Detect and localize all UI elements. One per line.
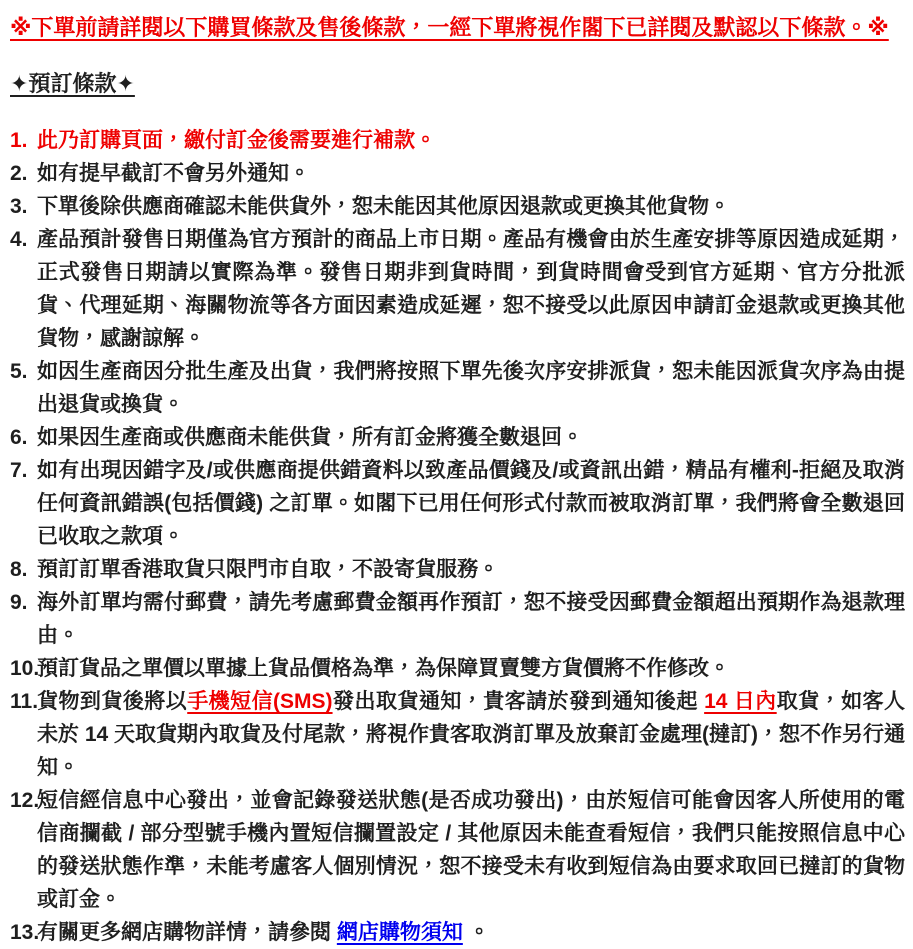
term-text-segment: 如有出現因錯字及/或供應商提供錯資料以致產品價錢及/或資訊出錯，精品有權利-拒絕及取消任何資訊錯誤(包括價錢) 之訂單。如閣下已用任何形式付款而被取消訂單，我們將會全數退回已收取之款項。 bbox=[37, 459, 905, 548]
term-item-1 bbox=[10, 124, 905, 157]
term-number: 10. bbox=[10, 657, 40, 680]
term-text bbox=[37, 690, 905, 779]
term-item-10 bbox=[10, 652, 905, 685]
term-item-9 bbox=[10, 586, 905, 652]
term-text-segment: 預訂貨品之單價以單據上貨品價格為準，為保障買賣雙方貨價將不作修改。 bbox=[37, 657, 730, 680]
term-text-segment: 海外訂單均需付郵費，請先考慮郵費金額再作預訂，恕不接受因郵費金額超出預期作為退款理由。 bbox=[37, 591, 905, 647]
term-number: 5. bbox=[10, 360, 28, 383]
term-text bbox=[37, 789, 905, 911]
term-number: 12. bbox=[10, 789, 40, 812]
term-text bbox=[37, 162, 310, 185]
term-text-segment: 如因生產商因分批生產及出貨，我們將按照下單先後次序安排派貨，恕未能因派貨次序為由提出退貨或換貨。 bbox=[37, 360, 905, 416]
term-text-segment: 取貨，如客人未於 14 天取貨期內取貨及付尾款，將視作貴客取消訂單及放棄訂金處理(撻訂)，恕不作另行通知。 bbox=[37, 690, 906, 779]
term-text bbox=[37, 591, 905, 647]
term-item-5 bbox=[10, 355, 905, 421]
term-text-segment: 短信經信息中心發出，並會記錄發送狀態(是否成功發出)，由於短信可能會因客人所使用的電信商攔截 / 部分型號手機內置短信攔置設定 / 其他原因未能查看短信，我們只能按照信息中心的發送狀態作準，未能考慮客人個別情況，恕不接受未有收到短信為由要求取回已撻訂的貨物或訂金。 bbox=[37, 789, 905, 911]
term-number: 8. bbox=[10, 558, 28, 581]
term-text-segment: 有關更多網店購物詳情，請參閱 bbox=[37, 921, 337, 944]
term-number: 4. bbox=[10, 228, 28, 251]
term-item-11 bbox=[10, 685, 905, 784]
term-number: 13. bbox=[10, 921, 40, 944]
sms-highlight: 手機短信(SMS) bbox=[187, 690, 333, 713]
term-item-8 bbox=[10, 553, 905, 586]
term-text-segment: 發出取貨通知，貴客請於發到通知後起 bbox=[332, 690, 705, 713]
term-text bbox=[37, 129, 436, 152]
term-text bbox=[37, 426, 583, 449]
term-text-segment: 如有提早截訂不會另外通知。 bbox=[37, 162, 310, 185]
term-item-12 bbox=[10, 784, 905, 916]
terms-list bbox=[10, 124, 905, 949]
term-text bbox=[37, 459, 905, 548]
term-item-6 bbox=[10, 421, 905, 454]
term-item-3 bbox=[10, 190, 905, 223]
preorder-notice-banner: ※下單前請詳閱以下購買條款及售後條款，一經下單將視作閣下已詳閱及默認以下條款。※ bbox=[10, 15, 889, 40]
term-text bbox=[37, 195, 730, 218]
term-text-segment: 。 bbox=[462, 921, 490, 944]
term-text bbox=[37, 921, 490, 944]
term-text-segment: 貨物到貨後將以 bbox=[37, 690, 188, 713]
term-text-segment: 預訂訂單香港取貨只限門市自取，不設寄貨服務。 bbox=[37, 558, 499, 581]
term-text-segment: 如果因生產商或供應商未能供貨，所有訂金將獲全數退回。 bbox=[37, 426, 583, 449]
preorder-terms-heading: ✦預訂條款✦ bbox=[10, 71, 135, 96]
term-text-segment: 此乃訂購頁面，繳付訂金後需要進行補款。 bbox=[37, 129, 436, 152]
term-number: 2. bbox=[10, 162, 28, 185]
term-number: 1. bbox=[10, 129, 28, 152]
term-number: 11. bbox=[10, 690, 39, 713]
pickup-deadline-highlight: 14 日內 bbox=[704, 690, 777, 713]
term-number: 7. bbox=[10, 459, 28, 482]
shop-guide-link[interactable]: 網店購物須知 bbox=[336, 921, 463, 944]
term-text-segment: 產品預計發售日期僅為官方預計的商品上市日期。產品有機會由於生產安排等原因造成延期，正式發售日期請以實際為準。發售日期非到貨時間，到貨時間會受到官方延期、官方分批派貨、代理延期、海關物流等各方面因素造成延遲，恕不接受以此原因申請訂金退款或更換其他貨物，感謝諒解。 bbox=[37, 228, 905, 350]
term-item-2 bbox=[10, 157, 905, 190]
term-item-4 bbox=[10, 223, 905, 355]
term-number: 9. bbox=[10, 591, 28, 614]
term-text bbox=[37, 657, 730, 680]
term-item-7 bbox=[10, 454, 905, 553]
term-number: 6. bbox=[10, 426, 28, 449]
term-number: 3. bbox=[10, 195, 28, 218]
term-text bbox=[37, 228, 905, 350]
term-text bbox=[37, 360, 905, 416]
term-item-13 bbox=[10, 916, 905, 949]
term-text bbox=[37, 558, 499, 581]
term-text-segment: 下單後除供應商確認未能供貨外，恕未能因其他原因退款或更換其他貨物。 bbox=[37, 195, 730, 218]
